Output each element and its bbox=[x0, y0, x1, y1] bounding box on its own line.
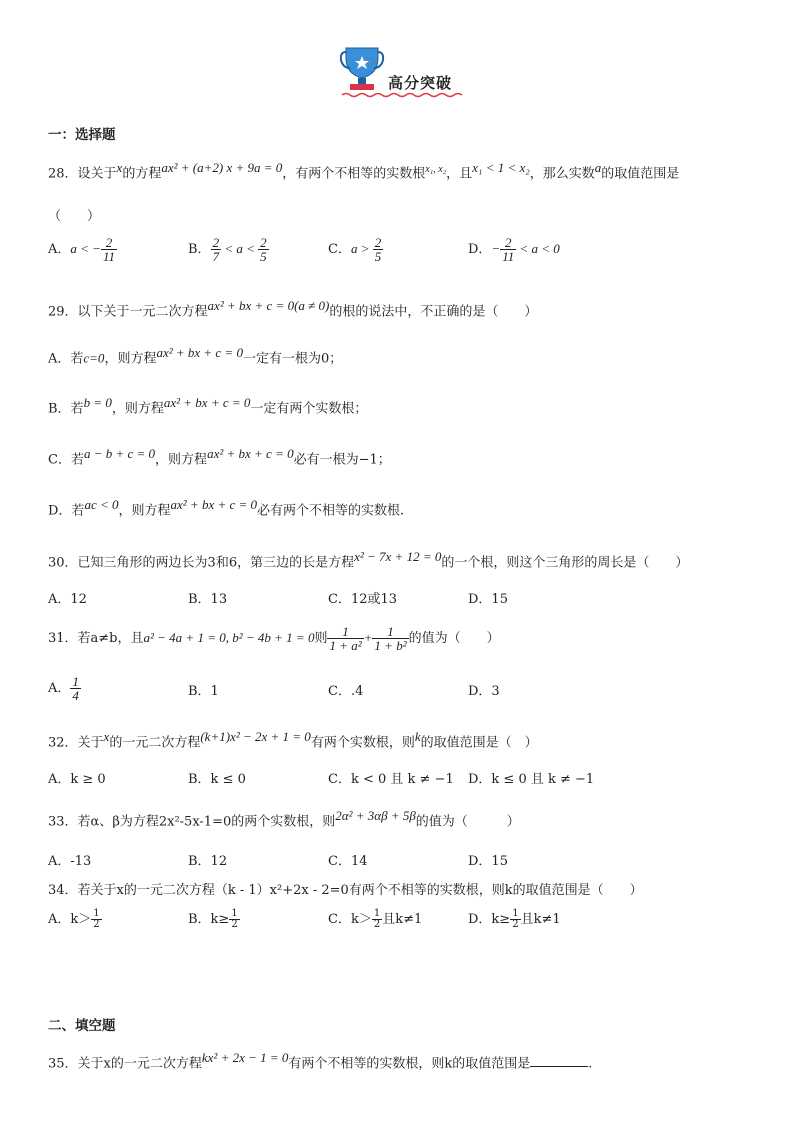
q31-equation: a² − 4a + 1 = 0, b² − 4b + 1 = 0 bbox=[143, 630, 315, 645]
q32-text-2: 的一元二次方程 bbox=[109, 735, 201, 751]
option-text: ，则方程 bbox=[104, 351, 157, 367]
q35-text-1: 35．关于x的一元二次方程 bbox=[48, 1056, 202, 1072]
fraction-num: 1 bbox=[512, 908, 519, 919]
option-math: a < − bbox=[70, 241, 101, 256]
fraction bbox=[91, 909, 101, 930]
q28-option-c bbox=[328, 236, 383, 263]
option-text: ，则方程 bbox=[118, 503, 171, 519]
fraction-num: 2 bbox=[504, 235, 512, 250]
q28-text-2: 的方程 bbox=[122, 166, 162, 182]
option-text: 必有一根为−1； bbox=[293, 452, 391, 468]
fraction-num: 2 bbox=[260, 235, 267, 250]
q28-option-a bbox=[48, 236, 117, 263]
q28-var-x: x bbox=[116, 160, 123, 175]
q35-text-3: . bbox=[588, 1056, 593, 1072]
q28-text-3: ，有两个不相等的实数根 bbox=[282, 166, 426, 182]
fraction-den: 7 bbox=[212, 249, 220, 264]
q33-option-c: C．14 bbox=[328, 854, 368, 869]
fraction bbox=[211, 236, 222, 263]
option-text: A．若 bbox=[48, 351, 84, 367]
fraction-den: 11 bbox=[102, 249, 115, 264]
fraction-num: 1 bbox=[72, 674, 79, 689]
option-label: D．k≥ bbox=[468, 912, 511, 927]
q28-var-a: a bbox=[594, 160, 602, 175]
q33-text-2: 的值为（ ） bbox=[415, 814, 520, 830]
fraction-num: 1 bbox=[387, 624, 394, 639]
question-34: 34．若关于x的一元二次方程（k - 1）x²+2x - 2=0有两个不相等的实数根，则k的取值范围是（ ） bbox=[48, 883, 643, 898]
q30-option-c: C．12或13 bbox=[328, 592, 398, 607]
trophy-icon bbox=[340, 44, 386, 98]
option-text: 必有两个不相等的实数根. bbox=[257, 503, 405, 519]
fraction-num: 2 bbox=[212, 235, 220, 250]
fraction bbox=[101, 236, 117, 263]
q33-option-d: D．15 bbox=[468, 854, 508, 869]
q32-var-x: x bbox=[103, 729, 110, 744]
q30-option-b: B．13 bbox=[188, 592, 228, 607]
option-math: a > bbox=[350, 241, 373, 256]
q28-paren: （ ） bbox=[48, 209, 101, 224]
q30-text-1: 30．已知三角形的两边长为3和6，第三边的长是方程 bbox=[48, 555, 355, 571]
fraction bbox=[229, 909, 239, 930]
option-label: A．k＞ bbox=[48, 912, 92, 927]
question-31 bbox=[48, 625, 500, 652]
option-math: ax² + bx + c = 0 bbox=[170, 497, 258, 512]
fraction bbox=[500, 236, 516, 263]
q28-text-5: ，那么实数 bbox=[529, 166, 595, 182]
q28-equation: ax² + (a+2) x + 9a = 0 bbox=[161, 160, 283, 175]
fraction-den: 11 bbox=[502, 249, 515, 264]
q32-text-3: 有两个实数根，则 bbox=[310, 735, 415, 751]
fraction bbox=[372, 625, 408, 652]
q32-option-c: C．k < 0 且 k ≠ −1 bbox=[328, 772, 454, 787]
question-33 bbox=[48, 808, 520, 829]
fraction bbox=[70, 675, 81, 702]
fraction bbox=[372, 909, 382, 930]
q28-roots: x₁, x₂ bbox=[425, 164, 447, 175]
fraction-den: 1 + b² bbox=[374, 638, 407, 653]
q31-text-3: 的值为（ ） bbox=[408, 631, 500, 646]
fraction bbox=[373, 236, 384, 263]
q29-text-2: 的根的说法中，不正确的是（ ） bbox=[329, 304, 538, 320]
q32-option-d: D．k ≤ 0 且 k ≠ −1 bbox=[468, 772, 595, 787]
q30-equation: x² − 7x + 12 = 0 bbox=[354, 549, 442, 564]
q34-option-d bbox=[468, 908, 561, 930]
q29-option-d bbox=[48, 497, 404, 518]
option-label: A． bbox=[48, 242, 71, 257]
q32-text-1: 32．关于 bbox=[48, 735, 104, 751]
q28-text-6: 的取值范围是 bbox=[601, 166, 680, 182]
option-math: b = 0 bbox=[83, 395, 112, 410]
q28-option-b bbox=[188, 236, 269, 263]
q31-option-b: B．1 bbox=[188, 684, 219, 699]
q28-condition: x₁ < 1 < x₂ bbox=[472, 160, 530, 175]
fraction-num: 1 bbox=[373, 908, 381, 919]
q31-text-1: 31．若a≠b，且 bbox=[48, 631, 144, 646]
fraction-num: 2 bbox=[105, 235, 113, 250]
fraction bbox=[258, 236, 269, 263]
option-math: c=0 bbox=[83, 350, 105, 366]
question-29 bbox=[48, 298, 537, 319]
q29-option-b bbox=[48, 395, 367, 416]
option-label: C． bbox=[328, 242, 351, 257]
q32-option-a: A．k ≥ 0 bbox=[48, 772, 106, 787]
answer-blank[interactable] bbox=[530, 1066, 588, 1067]
fraction-den: 5 bbox=[374, 249, 382, 264]
q33-option-b: B．12 bbox=[188, 854, 228, 869]
q32-var-k: k bbox=[414, 729, 421, 744]
q33-equation: 2α² + 3αβ + 5β bbox=[335, 808, 416, 823]
red-wave-underline bbox=[340, 92, 470, 98]
question-32 bbox=[48, 729, 538, 750]
option-label: D． bbox=[468, 242, 492, 257]
fraction bbox=[327, 625, 363, 652]
q34-option-c bbox=[328, 908, 422, 930]
fraction-den: 4 bbox=[72, 688, 79, 703]
option-math: − bbox=[491, 241, 501, 256]
option-text: 一定有两个实数根； bbox=[250, 401, 368, 417]
page-title: 高分突破 bbox=[388, 74, 453, 92]
q29-equation: ax² + bx + c = 0(a ≠ 0) bbox=[207, 298, 330, 313]
question-28 bbox=[48, 160, 679, 181]
option-text: C．若 bbox=[48, 452, 84, 468]
option-math: ax² + bx + c = 0 bbox=[207, 446, 294, 461]
q35-equation: kx² + 2x − 1 = 0 bbox=[201, 1050, 289, 1065]
q29-text-1: 29．以下关于一元二次方程 bbox=[48, 304, 208, 320]
option-label: C．k＞ bbox=[328, 912, 372, 927]
option-label: A． bbox=[48, 681, 71, 696]
fraction-num: 1 bbox=[342, 624, 349, 639]
q35-text-2: 有两个不相等的实数根，则k的取值范围是 bbox=[288, 1056, 531, 1072]
question-35 bbox=[48, 1050, 592, 1071]
section-heading-choice: 一：选择题 bbox=[48, 127, 116, 143]
plus-sign: + bbox=[363, 630, 373, 645]
option-text: 一定有一根为0； bbox=[242, 351, 343, 367]
fraction-den: 5 bbox=[260, 249, 267, 264]
fraction-num: 2 bbox=[374, 235, 382, 250]
q30-option-d: D．15 bbox=[468, 592, 508, 607]
option-label: B．k≥ bbox=[188, 912, 230, 927]
question-30 bbox=[48, 549, 688, 570]
q34-option-b bbox=[188, 908, 240, 930]
option-math: a − b + c = 0 bbox=[83, 446, 156, 461]
q31-option-a bbox=[48, 675, 81, 702]
section-heading-fill: 二、填空题 bbox=[48, 1018, 116, 1034]
option-text: ，则方程 bbox=[155, 452, 208, 468]
option-text: 且k≠1 bbox=[520, 912, 561, 927]
option-math: < a < bbox=[221, 241, 259, 256]
q31-text-2: 则 bbox=[314, 631, 328, 646]
option-math: ax² + bx + c = 0 bbox=[163, 395, 251, 410]
q28-text-4: ，且 bbox=[446, 166, 473, 182]
q31-option-d: D．3 bbox=[468, 684, 500, 699]
page-header bbox=[340, 44, 470, 98]
q33-option-a: A．-13 bbox=[48, 854, 92, 869]
q29-option-a bbox=[48, 345, 342, 366]
option-math: ax² + bx + c = 0 bbox=[156, 345, 243, 360]
q30-option-a: A．12 bbox=[48, 592, 87, 607]
fraction bbox=[510, 909, 520, 930]
option-text: ，则方程 bbox=[111, 401, 164, 417]
q30-text-2: 的一个根，则这个三角形的周长是（ ） bbox=[441, 555, 689, 571]
q29-option-c bbox=[48, 446, 391, 467]
fraction-num: 1 bbox=[93, 908, 100, 919]
q31-option-c: C．.4 bbox=[328, 684, 364, 699]
option-text: 且k≠1 bbox=[382, 912, 423, 927]
fraction-den: 2 bbox=[231, 919, 238, 930]
q32-text-4: 的取值范围是（ ） bbox=[420, 735, 538, 751]
fraction-den: 2 bbox=[512, 919, 519, 930]
q28-option-d bbox=[468, 236, 560, 263]
option-text: D．若 bbox=[48, 503, 85, 519]
option-label: B． bbox=[188, 242, 211, 257]
option-math: < a < 0 bbox=[516, 241, 560, 256]
fraction-den: 2 bbox=[93, 919, 100, 930]
fraction-den: 1 + a² bbox=[329, 638, 362, 653]
q34-option-a bbox=[48, 908, 102, 930]
q32-option-b: B．k ≤ 0 bbox=[188, 772, 246, 787]
fraction-num: 1 bbox=[231, 908, 238, 919]
q28-text-1: 28．设关于 bbox=[48, 166, 117, 182]
q32-equation: (k+1)x² − 2x + 1 = 0 bbox=[200, 729, 311, 744]
option-math: ac < 0 bbox=[84, 497, 119, 512]
q33-text-1: 33．若α、β为方程2x²-5x-1=0的两个实数根，则 bbox=[48, 814, 336, 830]
fraction-den: 2 bbox=[373, 919, 381, 930]
option-text: B．若 bbox=[48, 401, 84, 417]
